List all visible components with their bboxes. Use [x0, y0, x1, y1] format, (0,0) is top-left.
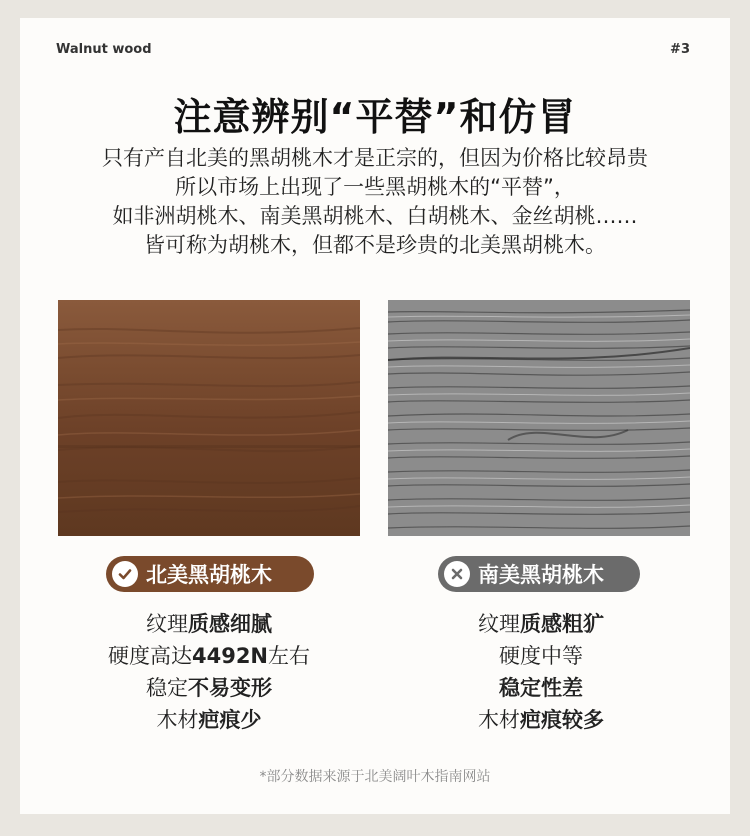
- feature-item: 稳定性差: [499, 676, 583, 700]
- south-american-walnut-badge: [438, 556, 640, 592]
- content-card: [20, 18, 730, 814]
- feature-item: 硬度高达4492N左右: [107, 644, 311, 668]
- feature-item: 硬度中等: [499, 644, 583, 668]
- brand-label: Walnut wood: [56, 42, 152, 57]
- check-circle-icon: [112, 561, 138, 587]
- south-american-wood-sample-image: [388, 300, 690, 536]
- page-number: #3: [670, 42, 690, 57]
- feature-item: 纹理质感粗犷: [478, 612, 604, 636]
- feature-item: 稳定不易变形: [146, 676, 272, 700]
- feature-item: 木材疤痕少: [156, 708, 262, 732]
- feature-item: 木材疤痕较多: [478, 708, 604, 732]
- intro-line: 皆可称为胡桃木，但都不是珍贵的北美黑胡桃木。: [144, 233, 606, 257]
- intro-line: 只有产自北美的黑胡桃木才是正宗的，但因为价格比较昂贵: [102, 146, 648, 170]
- walnut-wood-sample-image: [58, 300, 360, 536]
- intro-line: 所以市场上出现了一些黑胡桃木的“平替”，: [175, 175, 575, 199]
- badge-label: 北美黑胡桃木: [146, 563, 272, 587]
- south-american-features-list: [376, 608, 706, 736]
- page-title: 注意辨别“平替”和仿冒: [173, 95, 577, 139]
- x-circle-icon: [444, 561, 470, 587]
- feature-item: 纹理质感细腻: [146, 612, 272, 636]
- badge-label: 南美黑胡桃木: [478, 563, 604, 587]
- source-footnote: *部分数据来源于北美阔叶木指南网站: [259, 769, 491, 785]
- intro-text: [20, 144, 730, 260]
- intro-line: 如非洲胡桃木、南美黑胡桃木、白胡桃木、金丝胡桃……: [112, 204, 638, 228]
- north-american-features-list: [44, 608, 374, 736]
- north-american-walnut-badge: [106, 556, 314, 592]
